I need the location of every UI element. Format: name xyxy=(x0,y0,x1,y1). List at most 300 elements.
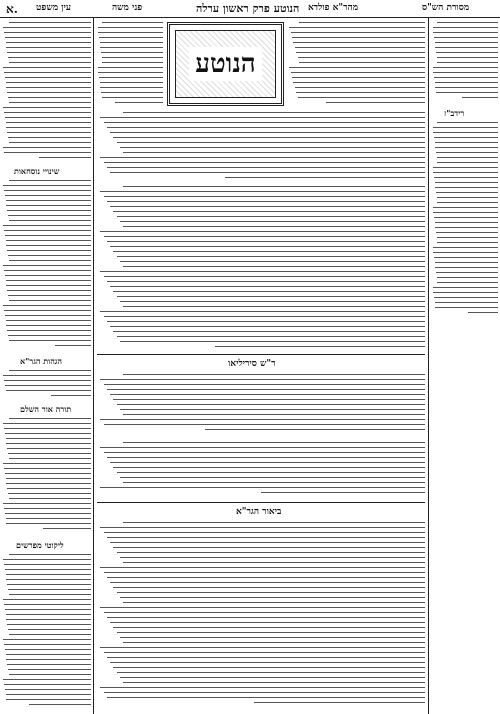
text-line xyxy=(107,281,425,282)
text-line xyxy=(434,137,498,138)
text-line xyxy=(107,657,425,658)
text-line xyxy=(6,42,91,43)
text-line xyxy=(435,87,498,88)
text-line xyxy=(9,458,91,459)
text-line xyxy=(261,492,425,493)
text-line xyxy=(437,282,498,283)
text-line xyxy=(39,157,92,158)
text-line xyxy=(110,206,425,207)
text-line xyxy=(6,443,91,444)
text-line xyxy=(434,297,498,298)
main-left-of-title xyxy=(97,22,163,110)
text-line xyxy=(3,67,91,68)
text-line xyxy=(7,92,91,93)
text-line xyxy=(120,301,425,302)
text-line xyxy=(3,503,91,504)
text-line xyxy=(435,302,498,303)
text-line xyxy=(3,559,91,560)
text-line xyxy=(7,250,91,251)
text-line xyxy=(5,385,91,386)
text-line xyxy=(9,260,91,261)
text-line xyxy=(107,537,425,538)
text-line xyxy=(6,654,91,655)
text-line xyxy=(7,488,91,489)
text-line xyxy=(437,157,498,158)
text-line xyxy=(437,162,498,163)
text-line xyxy=(113,627,425,628)
text-line xyxy=(7,210,91,211)
text-line xyxy=(120,637,425,638)
text-line xyxy=(123,226,425,227)
text-line xyxy=(9,22,91,23)
text-line xyxy=(107,241,425,242)
text-line xyxy=(7,132,91,133)
text-line xyxy=(100,647,425,648)
text-line xyxy=(100,379,425,380)
text-line xyxy=(7,330,91,331)
text-line xyxy=(104,452,425,453)
text-line xyxy=(101,52,163,53)
text-line xyxy=(117,552,425,553)
text-line xyxy=(5,433,91,434)
text-line xyxy=(104,424,425,425)
page-letter: א. xyxy=(6,2,18,16)
text-line xyxy=(104,692,425,693)
text-line xyxy=(6,82,91,83)
text-line xyxy=(29,704,91,705)
text-line xyxy=(4,644,91,645)
left-margin-text-5 xyxy=(2,554,91,710)
rashash-text-2 xyxy=(97,442,425,498)
text-line xyxy=(9,594,91,595)
text-line xyxy=(8,453,91,454)
text-line xyxy=(117,216,425,217)
text-line xyxy=(100,687,425,688)
chapter-title-word: הנוטע xyxy=(189,47,261,81)
main-text-lower xyxy=(97,186,425,352)
text-line xyxy=(6,478,91,479)
left-margin-text-3 xyxy=(2,370,91,400)
text-line xyxy=(215,346,425,347)
text-line xyxy=(110,394,425,395)
text-line xyxy=(437,242,498,243)
text-line xyxy=(433,252,498,253)
text-line xyxy=(4,604,91,605)
text-line xyxy=(6,614,91,615)
right-margin-heading: רידב"ז xyxy=(444,108,465,118)
text-line xyxy=(117,296,425,297)
left-margin-text-2 xyxy=(2,180,91,350)
text-line xyxy=(113,291,425,292)
text-line xyxy=(6,320,91,321)
right-label: מסורת הש"ס xyxy=(422,3,470,13)
text-line xyxy=(435,82,498,83)
text-line xyxy=(104,236,425,237)
text-line xyxy=(4,230,91,231)
text-line xyxy=(7,52,91,53)
text-line xyxy=(435,262,498,263)
left-margin-heading-1: שינויי נוסחאות xyxy=(14,166,60,176)
text-line xyxy=(107,577,425,578)
text-line xyxy=(115,102,163,103)
text-line xyxy=(5,473,91,474)
text-line xyxy=(433,172,498,173)
text-line xyxy=(5,513,91,514)
text-line xyxy=(437,197,498,198)
text-line xyxy=(8,629,91,630)
text-line xyxy=(293,82,425,83)
text-line xyxy=(100,271,425,272)
rashash-heading: ר"ש סיריליאו xyxy=(228,359,276,369)
text-line xyxy=(6,87,91,88)
text-line xyxy=(110,132,425,133)
text-line xyxy=(298,97,425,98)
text-line xyxy=(434,257,498,258)
text-line xyxy=(435,142,498,143)
text-line xyxy=(113,587,425,588)
text-line xyxy=(6,523,91,524)
text-line xyxy=(437,202,498,203)
text-line xyxy=(99,37,163,38)
text-line xyxy=(3,375,91,376)
text-line xyxy=(100,191,425,192)
text-line xyxy=(9,142,91,143)
text-line xyxy=(4,190,91,191)
text-line xyxy=(433,167,498,168)
text-line xyxy=(110,582,425,583)
text-line xyxy=(120,597,425,598)
text-line xyxy=(98,27,163,28)
text-line xyxy=(435,182,498,183)
text-line xyxy=(55,345,91,346)
text-line xyxy=(123,374,425,375)
text-line xyxy=(107,389,425,390)
text-line xyxy=(7,624,91,625)
text-line xyxy=(9,418,91,419)
text-line xyxy=(434,177,498,178)
right-margin-text-2 xyxy=(432,122,498,318)
text-line xyxy=(100,47,163,48)
text-line xyxy=(123,186,425,187)
main-right-of-title xyxy=(288,22,425,110)
text-line xyxy=(8,669,91,670)
left-margin-text-1 xyxy=(2,22,91,162)
gra-heading: ביאור הגר"א xyxy=(236,507,282,517)
text-line xyxy=(9,498,91,499)
page-header xyxy=(0,2,500,16)
text-line xyxy=(98,67,163,68)
text-line xyxy=(6,285,91,286)
text-line xyxy=(6,699,91,700)
text-line xyxy=(433,287,498,288)
text-line xyxy=(5,609,91,610)
text-line xyxy=(5,195,91,196)
text-line xyxy=(100,527,425,528)
text-line xyxy=(6,619,91,620)
text-line xyxy=(4,270,91,271)
text-line xyxy=(123,152,425,153)
text-line xyxy=(4,152,91,153)
text-line xyxy=(293,42,425,43)
text-line xyxy=(107,617,425,618)
text-line xyxy=(434,217,498,218)
text-line xyxy=(433,132,498,133)
text-line xyxy=(9,370,91,371)
text-line xyxy=(110,462,425,463)
text-line xyxy=(437,122,498,123)
text-line xyxy=(100,419,425,420)
text-line xyxy=(205,429,425,430)
text-line xyxy=(296,52,425,53)
text-line xyxy=(120,261,425,262)
text-line xyxy=(6,579,91,580)
text-line xyxy=(110,246,425,247)
text-line xyxy=(9,62,91,63)
text-line xyxy=(6,200,91,201)
text-line xyxy=(123,602,425,603)
text-line xyxy=(295,87,425,88)
text-line xyxy=(462,97,498,98)
text-line xyxy=(433,32,498,33)
chapter-line: הנוטע פרק ראשון ערלה xyxy=(196,2,300,15)
text-line xyxy=(110,172,425,173)
text-line xyxy=(225,177,425,178)
text-line xyxy=(113,137,425,138)
text-line xyxy=(7,664,91,665)
text-line xyxy=(4,32,91,33)
text-line xyxy=(113,251,425,252)
text-line xyxy=(113,399,425,400)
text-line xyxy=(104,572,425,573)
text-line xyxy=(8,57,91,58)
text-line xyxy=(120,409,425,410)
text-line xyxy=(6,205,91,206)
text-line xyxy=(254,702,425,703)
text-line xyxy=(3,265,91,266)
text-line xyxy=(100,487,425,488)
text-line xyxy=(110,662,425,663)
text-line xyxy=(8,215,91,216)
text-line xyxy=(104,652,425,653)
text-line xyxy=(433,247,498,248)
text-line xyxy=(107,697,425,698)
text-line xyxy=(123,522,425,523)
left-margin-heading-3: תורה אור השלם xyxy=(20,404,72,414)
text-line xyxy=(120,557,425,558)
text-line xyxy=(113,667,425,668)
text-line xyxy=(3,147,91,148)
mishna-label: פני משה xyxy=(112,3,143,13)
text-line xyxy=(104,384,425,385)
text-line xyxy=(110,286,425,287)
text-line xyxy=(100,157,425,158)
text-line xyxy=(9,554,91,555)
text-line xyxy=(433,67,498,68)
right-column-divider xyxy=(428,18,429,714)
text-line xyxy=(110,542,425,543)
text-line xyxy=(9,300,91,301)
text-line xyxy=(51,395,91,396)
text-line xyxy=(435,187,498,188)
chapter-title-box xyxy=(167,22,284,106)
text-line xyxy=(4,468,91,469)
text-line xyxy=(435,222,498,223)
text-line xyxy=(6,280,91,281)
text-line xyxy=(6,438,91,439)
text-line xyxy=(100,567,425,568)
text-line xyxy=(100,82,163,83)
text-line xyxy=(113,547,425,548)
text-line xyxy=(5,37,91,38)
text-line xyxy=(5,117,91,118)
left-margin-heading-2: הגהות הגר"א xyxy=(20,356,63,366)
text-line xyxy=(6,694,91,695)
text-line xyxy=(6,245,91,246)
text-line xyxy=(3,463,91,464)
right-margin-text-1 xyxy=(432,22,498,104)
text-line xyxy=(5,569,91,570)
text-line xyxy=(9,220,91,221)
text-line xyxy=(9,180,91,181)
commentary-label: עין משפט xyxy=(36,3,71,13)
text-line xyxy=(107,167,425,168)
gra-rule xyxy=(97,502,425,503)
text-line xyxy=(5,649,91,650)
text-line xyxy=(436,272,498,273)
text-line xyxy=(6,240,91,241)
text-line xyxy=(98,72,163,73)
text-line xyxy=(437,57,498,58)
text-line xyxy=(104,532,425,533)
text-line xyxy=(296,92,425,93)
text-line xyxy=(100,87,163,88)
text-line xyxy=(4,428,91,429)
text-line xyxy=(123,414,425,415)
text-line xyxy=(433,72,498,73)
text-line xyxy=(120,221,425,222)
text-line xyxy=(435,227,498,228)
text-line xyxy=(5,275,91,276)
text-line xyxy=(7,584,91,585)
text-line xyxy=(433,27,498,28)
text-line xyxy=(436,232,498,233)
text-line xyxy=(6,390,91,391)
text-line xyxy=(123,112,425,113)
text-line xyxy=(437,62,498,63)
text-line xyxy=(8,589,91,590)
text-line xyxy=(123,482,425,483)
text-line xyxy=(8,335,91,336)
text-line xyxy=(436,152,498,153)
text-line xyxy=(433,292,498,293)
text-line xyxy=(5,315,91,316)
text-line xyxy=(299,22,425,23)
text-line xyxy=(100,231,425,232)
text-line xyxy=(6,483,91,484)
text-line xyxy=(6,574,91,575)
gra-text xyxy=(97,522,425,710)
text-line xyxy=(326,102,425,103)
text-line xyxy=(123,442,425,443)
text-line xyxy=(291,32,425,33)
text-line xyxy=(99,77,163,78)
text-line xyxy=(117,336,425,337)
main-text-upper xyxy=(97,112,425,182)
text-line xyxy=(117,256,425,257)
text-line xyxy=(435,307,498,308)
text-line xyxy=(104,612,425,613)
text-line xyxy=(100,447,425,448)
text-line xyxy=(437,277,498,278)
text-line xyxy=(104,276,425,277)
text-line xyxy=(6,122,91,123)
text-line xyxy=(9,674,91,675)
text-line xyxy=(7,448,91,449)
text-line xyxy=(3,679,91,680)
text-line xyxy=(120,341,425,342)
text-line xyxy=(107,201,425,202)
text-line xyxy=(7,290,91,291)
text-line xyxy=(102,62,163,63)
text-line xyxy=(104,196,425,197)
text-line xyxy=(123,266,425,267)
text-line xyxy=(8,97,91,98)
text-line xyxy=(120,147,425,148)
text-line xyxy=(104,162,425,163)
text-line xyxy=(3,107,91,108)
text-line xyxy=(433,207,498,208)
text-line xyxy=(9,340,91,341)
text-line xyxy=(6,325,91,326)
text-line xyxy=(5,235,91,236)
text-line xyxy=(113,211,425,212)
text-line xyxy=(117,632,425,633)
text-line xyxy=(4,72,91,73)
text-line xyxy=(117,142,425,143)
text-line xyxy=(102,57,163,58)
text-line xyxy=(6,518,91,519)
text-line xyxy=(8,137,91,138)
text-line xyxy=(113,467,425,468)
text-line xyxy=(123,682,425,683)
text-line xyxy=(3,185,91,186)
text-line xyxy=(6,47,91,48)
text-line xyxy=(435,47,498,48)
text-line xyxy=(100,607,425,608)
text-line xyxy=(5,689,91,690)
text-line xyxy=(289,27,425,28)
text-line xyxy=(100,117,425,118)
left-margin-heading-4: ליקוטי מפרשים xyxy=(16,540,64,550)
text-line xyxy=(299,62,425,63)
text-line xyxy=(4,112,91,113)
text-line xyxy=(434,77,498,78)
text-line xyxy=(433,127,498,128)
rashash-text-1 xyxy=(97,374,425,438)
text-line xyxy=(433,212,498,213)
text-line xyxy=(8,255,91,256)
text-line xyxy=(436,52,498,53)
text-line xyxy=(120,677,425,678)
text-line xyxy=(100,311,425,312)
text-line xyxy=(435,147,498,148)
text-line xyxy=(435,267,498,268)
text-line xyxy=(117,472,425,473)
text-line xyxy=(117,404,425,405)
text-line xyxy=(98,32,163,33)
text-line xyxy=(3,423,91,424)
text-line xyxy=(8,295,91,296)
